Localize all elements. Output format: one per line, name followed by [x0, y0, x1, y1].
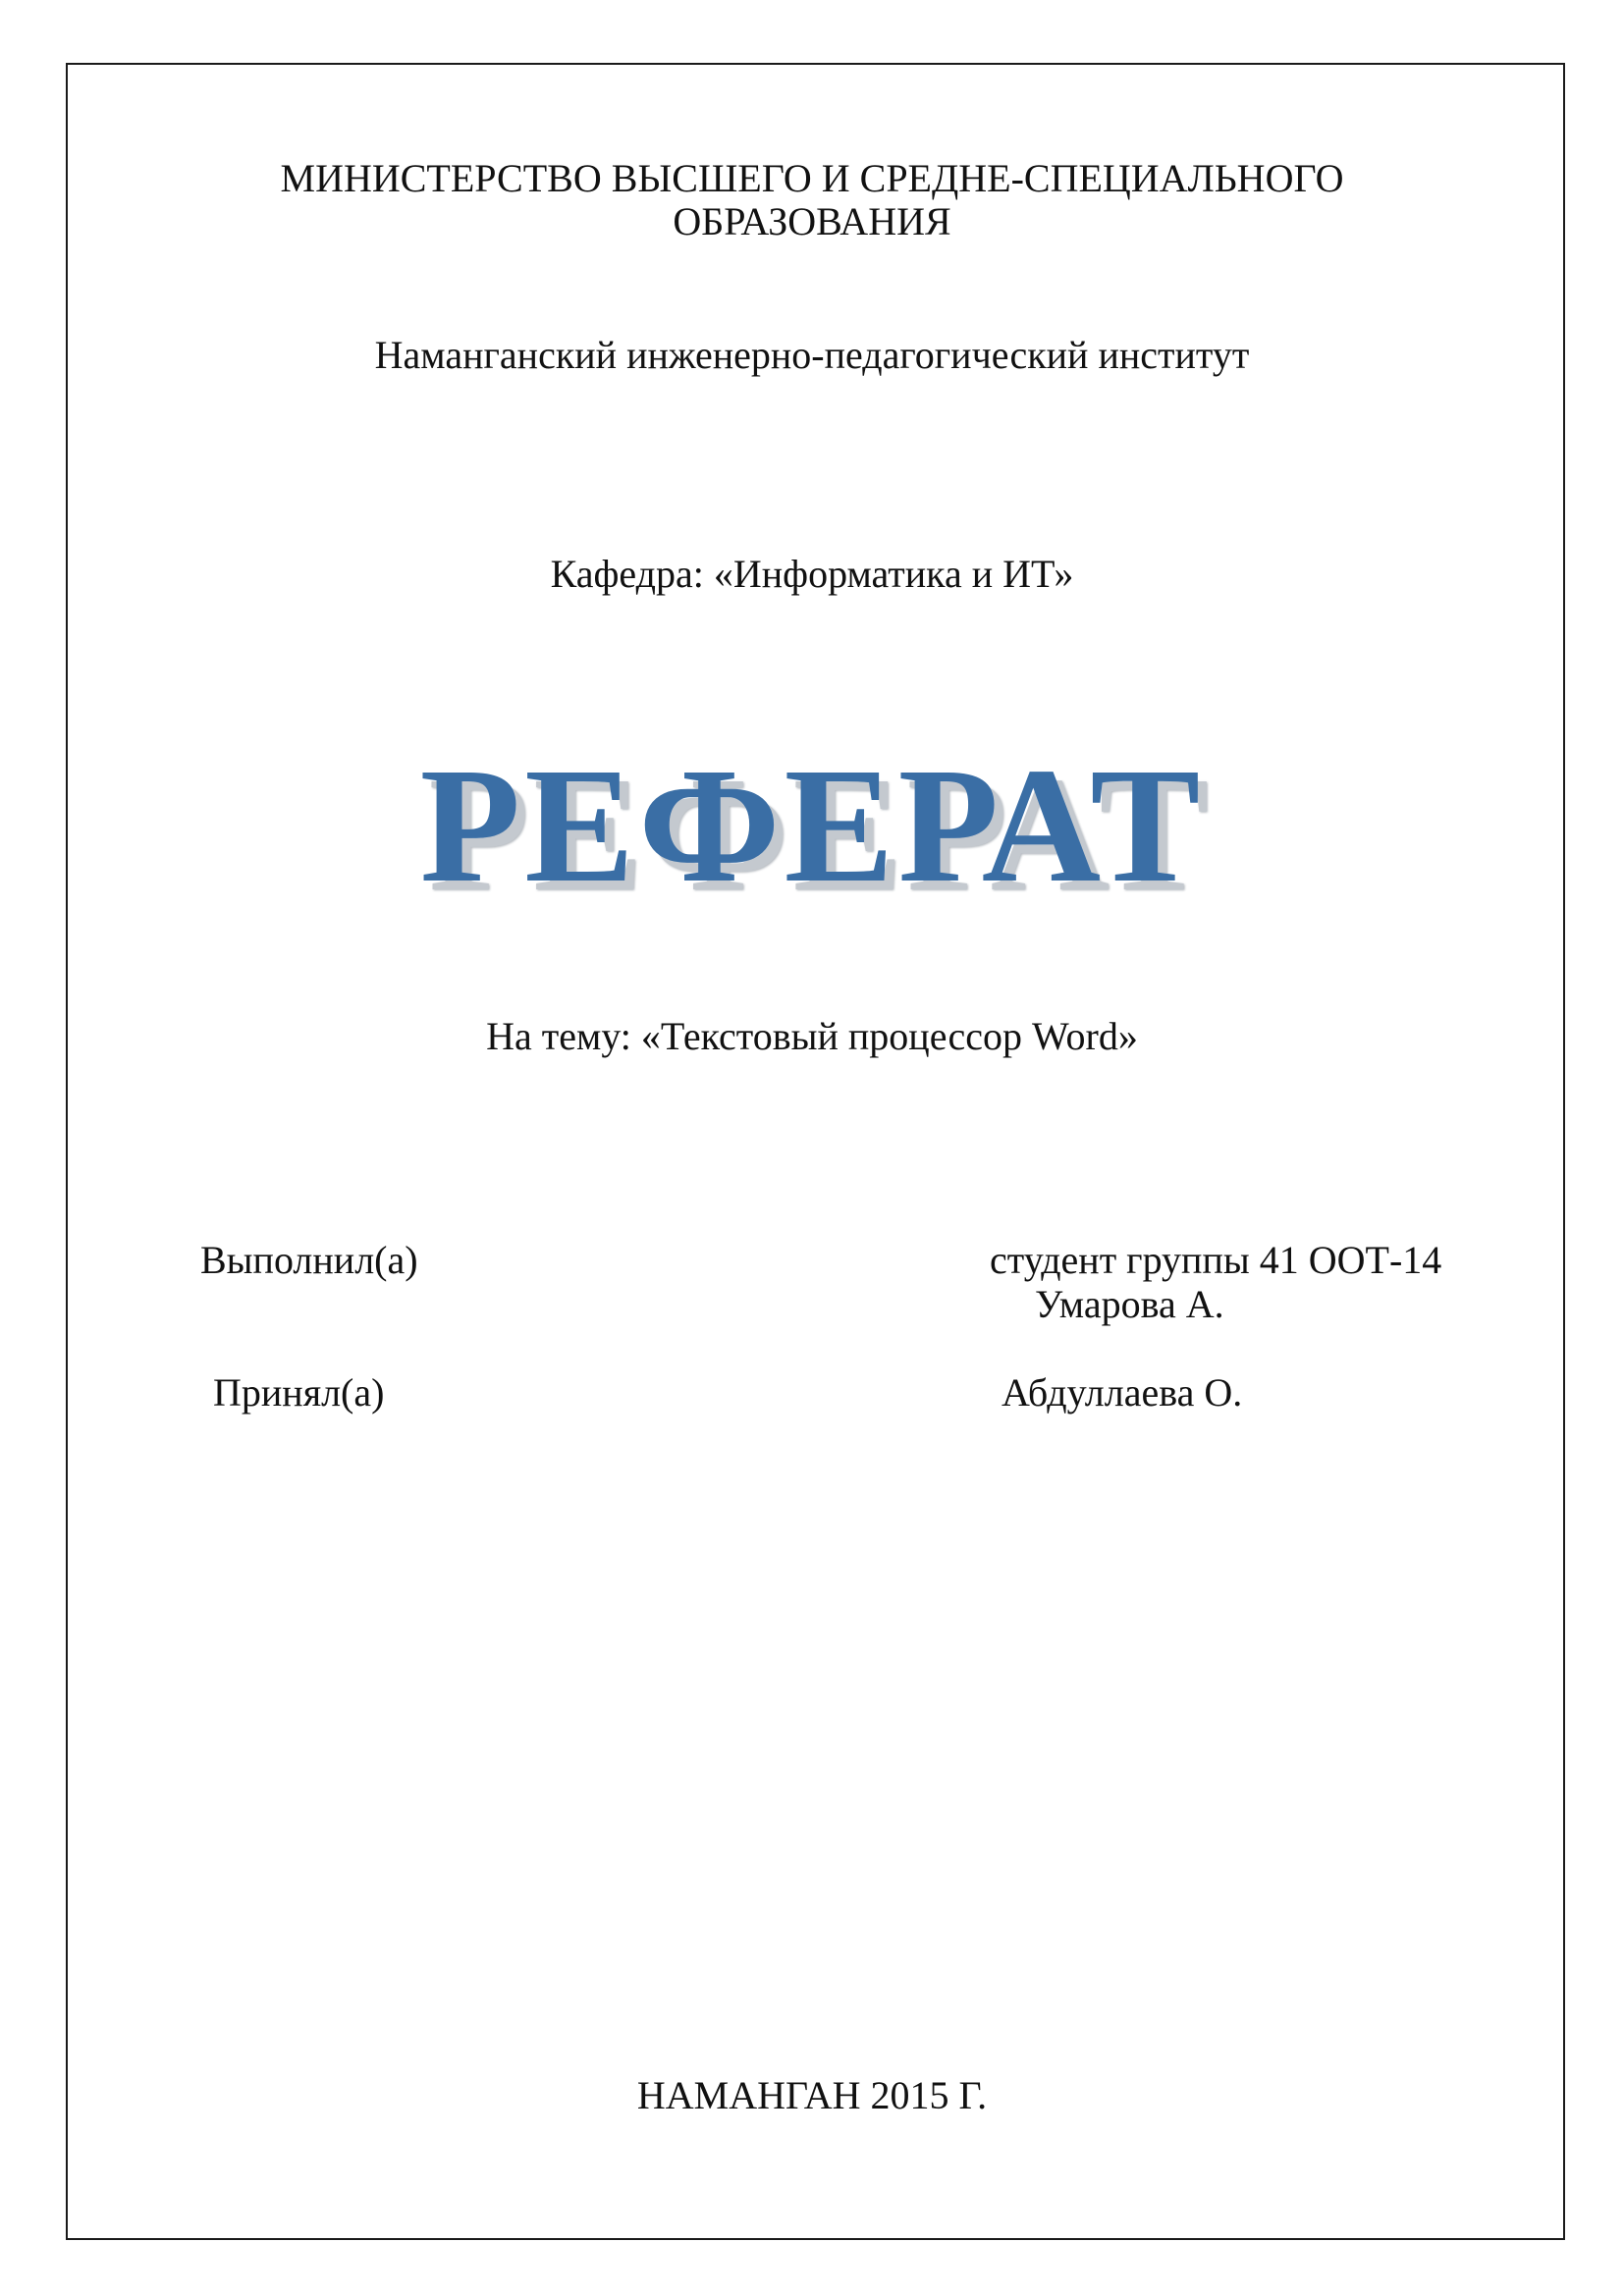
page-border: [66, 63, 1565, 2240]
performed-label: Выполнил(а): [200, 1238, 418, 1282]
city-year-footer: НАМАНГАН 2015 Г.: [636, 2073, 988, 2117]
ministry-line-2: ОБРАЗОВАНИЯ: [673, 199, 951, 243]
accepted-name: Абдуллаева О.: [1001, 1370, 1243, 1415]
topic-line: На тему: «Текстовый процессор Word»: [486, 1014, 1138, 1058]
institute-name: Наманганский инженерно-педагогический институт: [374, 333, 1250, 377]
document-type-title: РЕФЕРАТ: [419, 734, 1205, 917]
ministry-line-1: МИНИСТЕРСТВО ВЫСШЕГО И СРЕДНЕ-СПЕЦИАЛЬНОГО: [280, 156, 1344, 200]
ministry-heading: [0, 157, 1624, 243]
department-name: Кафедра: «Информатика и ИТ»: [550, 552, 1074, 596]
accepted-label: Принял(а): [213, 1370, 385, 1415]
performed-group: студент группы 41 ООТ-14: [990, 1238, 1442, 1282]
performed-name: Умарова А.: [1035, 1282, 1224, 1326]
